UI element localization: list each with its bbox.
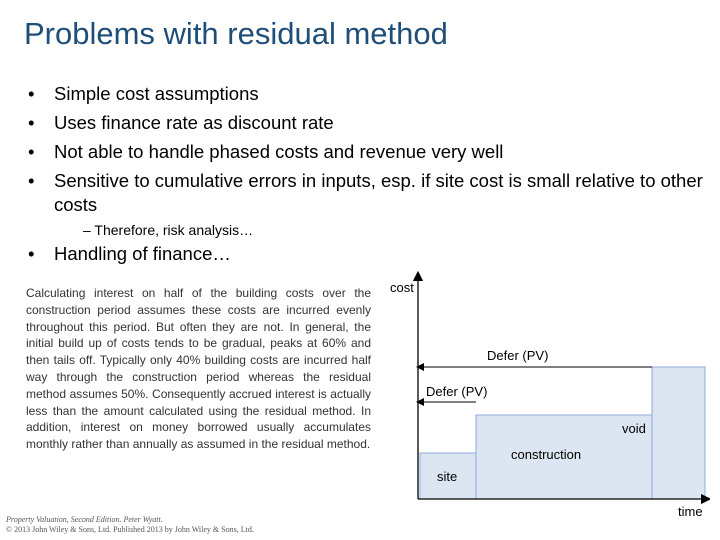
- cost-time-diagram: [390, 270, 710, 522]
- finance-paragraph: Calculating interest on half of the building costs over the construction period assumes these costs are incurred evenly throughout this period. But often they are not. In general, the initial build up of costs tends to be gradual, peaks at 60% and then tails off. Typically only 40% building costs are incurred half way through the construction period whereas the residual method assumes 50%. Consequently accrued interest is actually less than the amount calculated using the residual method. In addition, interest on money borrowed usually accumulates monthly rather than annually as assumed in the residual method.: [26, 286, 371, 452]
- defer-top-label: Defer (PV): [487, 348, 549, 363]
- y-axis-label: cost: [390, 280, 414, 295]
- bullet-dot: •: [28, 243, 35, 264]
- site-label: site: [437, 469, 458, 484]
- void-block: [652, 367, 705, 499]
- bullet-item: • Simple cost assumptions: [28, 82, 708, 106]
- defer-mid-label: Defer (PV): [426, 384, 488, 399]
- slide-title: Problems with residual method: [24, 16, 448, 51]
- void-label: void: [622, 421, 646, 436]
- bullet-item: • Sensitive to cumulative errors in inputs, esp. if site cost is small relative to other costs: [28, 169, 708, 217]
- bullet-finance-text: Handling of finance…: [54, 243, 231, 264]
- footer-line1: Property Valuation, Second Edition. Peter Wyatt.: [6, 515, 163, 524]
- x-axis-label: time: [678, 504, 703, 519]
- bullet-finance: [28, 243, 231, 265]
- bullet-list: [28, 82, 708, 222]
- bullet-item: • Uses finance rate as discount rate: [28, 111, 708, 135]
- construction-label: construction: [511, 447, 582, 462]
- bullet-item: • Not able to handle phased costs and revenue very well: [28, 140, 708, 164]
- footer-line2: © 2013 John Wiley & Sons, Ltd. Published 2013 by John Wiley & Sons, Ltd.: [6, 525, 254, 534]
- footer-credit: [6, 515, 254, 535]
- sub-bullet: – Therefore, risk analysis…: [83, 222, 254, 238]
